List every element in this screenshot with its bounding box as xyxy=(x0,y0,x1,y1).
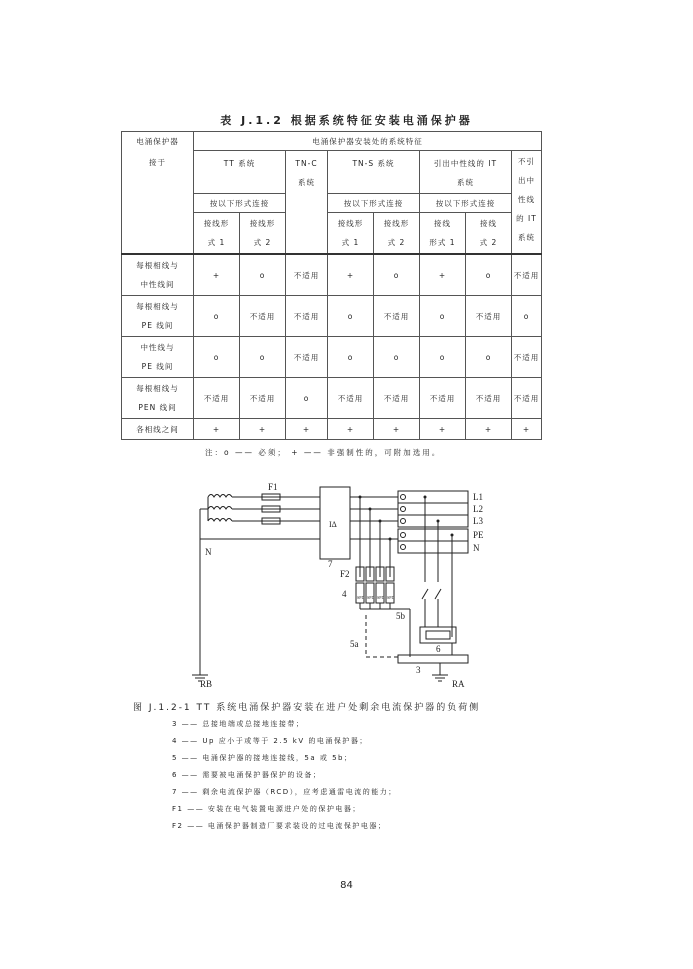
tnc-system-header: TN-C 系统 xyxy=(286,151,328,255)
label-n: N xyxy=(205,547,212,557)
table-cell: 不适用 xyxy=(466,378,512,419)
table-cell: + xyxy=(466,419,512,440)
table-row xyxy=(122,378,542,419)
table-cell: o xyxy=(240,254,286,296)
row-label: 每根相线与 PE 线间 xyxy=(122,296,194,337)
table-cell: o xyxy=(286,378,328,419)
table-row xyxy=(122,419,542,440)
table-cell: 不适用 xyxy=(240,296,286,337)
table-cell: o xyxy=(420,337,466,378)
table-cell: 不适用 xyxy=(194,378,240,419)
table-cell: + xyxy=(240,419,286,440)
system-features-header: 电涌保护器安装处的系统特征 xyxy=(194,132,542,151)
table-cell: + xyxy=(420,254,466,296)
label-n-right: N xyxy=(473,543,480,553)
table-cell: + xyxy=(328,254,374,296)
table-cell: + xyxy=(328,419,374,440)
terminal-l1 xyxy=(398,491,468,503)
spd-module-3 xyxy=(376,583,384,603)
label-ra: RA xyxy=(452,679,465,689)
label-rb: RB xyxy=(200,679,213,689)
spd-system-table xyxy=(121,131,542,440)
ground-conductor-5a xyxy=(366,615,400,657)
tt-form2: 接线形 式 2 xyxy=(240,213,286,255)
row-label: 每根相线与 中性线间 xyxy=(122,254,194,296)
terminal-l2 xyxy=(398,503,468,515)
legend-item: F2 —— 电涌保护器制造厂要求装设的过电流保护电器； xyxy=(172,822,387,830)
table-cell: 不适用 xyxy=(374,378,420,419)
protected-equipment xyxy=(420,627,456,643)
table-cell: 不适用 xyxy=(512,378,542,419)
it-connect-by: 按以下形式连接 xyxy=(420,194,512,213)
table-cell: + xyxy=(194,419,240,440)
table-cell: 不适用 xyxy=(240,378,286,419)
table-cell: o xyxy=(420,296,466,337)
row-label: 每根相线与 PEN 线间 xyxy=(122,378,194,419)
it-neutral-header: 引出中性线的 IT 系统 xyxy=(420,151,512,194)
legend-item: 7 —— 剩余电流保护器（RCD），应考虑通雷电流的能力； xyxy=(172,788,397,796)
table-title: 表 J.1.2 根据系统特征安装电涌保护器 xyxy=(220,114,473,127)
label-5b: 5b xyxy=(396,611,405,621)
table-cell: 不适用 xyxy=(512,254,542,296)
spd-text-3: SPD xyxy=(377,595,385,600)
legend-item: 5 —— 电涌保护器的接地连接线，5a 或 5b； xyxy=(172,754,353,762)
spd-connect-header: 电涌保护器 接于 xyxy=(122,132,194,255)
main-earth-terminal xyxy=(398,655,468,663)
legend-item: 3 —— 总接地端或总接地连接带； xyxy=(172,720,305,728)
label-6: 6 xyxy=(436,644,441,654)
table-cell: 不适用 xyxy=(286,254,328,296)
table-cell: o xyxy=(466,254,512,296)
row-label: 中性线与 PE 线间 xyxy=(122,337,194,378)
table-cell: 不适用 xyxy=(286,296,328,337)
figure-caption: 图 J.1.2-1 TT 系统电涌保护器安装在进户处剩余电流保护器的负荷侧 xyxy=(133,703,481,713)
spd-text-4: SPD xyxy=(387,595,395,600)
tt-connect-by: 按以下形式连接 xyxy=(194,194,286,213)
terminal-pe xyxy=(398,529,468,541)
coil-l2 xyxy=(208,507,232,510)
table-cell: + xyxy=(512,419,542,440)
table-cell: o xyxy=(328,337,374,378)
coil-l3 xyxy=(208,519,232,522)
label-4: 4 xyxy=(342,589,347,599)
table-cell: + xyxy=(420,419,466,440)
label-pe: PE xyxy=(473,530,484,540)
it-no-neutral-header: 不引 出中 性线 的 IT 系统 xyxy=(512,151,542,255)
table-cell: 不适用 xyxy=(286,337,328,378)
label-l2: L2 xyxy=(473,504,483,514)
label-7: 7 xyxy=(328,559,333,569)
label-l3: L3 xyxy=(473,516,483,526)
table-cell: 不适用 xyxy=(420,378,466,419)
table-row xyxy=(122,296,542,337)
table-cell: o xyxy=(374,337,420,378)
table-cell: + xyxy=(194,254,240,296)
table-cell: o xyxy=(240,337,286,378)
legend-item: 6 —— 需要被电涌保护器保护的设备； xyxy=(172,771,322,779)
table-row xyxy=(122,337,542,378)
spd-module-2 xyxy=(366,583,374,603)
table-note: 注：o —— 必须； + —— 非强制性的，可附加选用。 xyxy=(205,448,442,457)
table-cell: 不适用 xyxy=(328,378,374,419)
table-cell: o xyxy=(466,337,512,378)
table-cell: o xyxy=(512,296,542,337)
label-3: 3 xyxy=(416,665,421,675)
table-cell: + xyxy=(286,419,328,440)
spd-text-1: SPD xyxy=(357,595,365,600)
table-cell: + xyxy=(374,419,420,440)
terminal-n xyxy=(398,541,468,553)
label-ia: IΔ xyxy=(329,520,337,529)
legend-item: F1 —— 安装在电气装置电源进户处的保护电器； xyxy=(172,805,361,813)
table-cell: o xyxy=(328,296,374,337)
tt-system-wiring-diagram xyxy=(170,477,510,692)
tt-system-header: TT 系统 xyxy=(194,151,286,194)
label-f2: F2 xyxy=(340,569,350,579)
it-form1: 接线 形式 1 xyxy=(420,213,466,255)
label-5a: 5a xyxy=(350,639,359,649)
terminal-l3 xyxy=(398,515,468,527)
spd-module-1 xyxy=(356,583,364,603)
tt-form1: 接线形 式 1 xyxy=(194,213,240,255)
it-form2: 接线 式 2 xyxy=(466,213,512,255)
legend-item: 4 —— Up 应小于或等于 2.5 kV 的电涌保护器； xyxy=(172,737,368,745)
tns-system-header: TN-S 系统 xyxy=(328,151,420,194)
table-cell: 不适用 xyxy=(374,296,420,337)
table-cell: 不适用 xyxy=(466,296,512,337)
label-f1: F1 xyxy=(268,482,278,492)
coil-l1 xyxy=(208,495,232,498)
table-cell: o xyxy=(194,296,240,337)
page-number: 84 xyxy=(340,880,353,891)
tns-form2: 接线形 式 2 xyxy=(374,213,420,255)
spd-module-4 xyxy=(386,583,394,603)
table-row xyxy=(122,254,542,296)
spd-text-2: SPD xyxy=(367,595,375,600)
label-l1: L1 xyxy=(473,492,483,502)
tns-connect-by: 按以下形式连接 xyxy=(328,194,420,213)
table-cell: 不适用 xyxy=(512,337,542,378)
table-cell: o xyxy=(374,254,420,296)
tns-form1: 接线形 式 1 xyxy=(328,213,374,255)
table-cell: o xyxy=(194,337,240,378)
row-label: 各相线之间 xyxy=(122,419,194,440)
